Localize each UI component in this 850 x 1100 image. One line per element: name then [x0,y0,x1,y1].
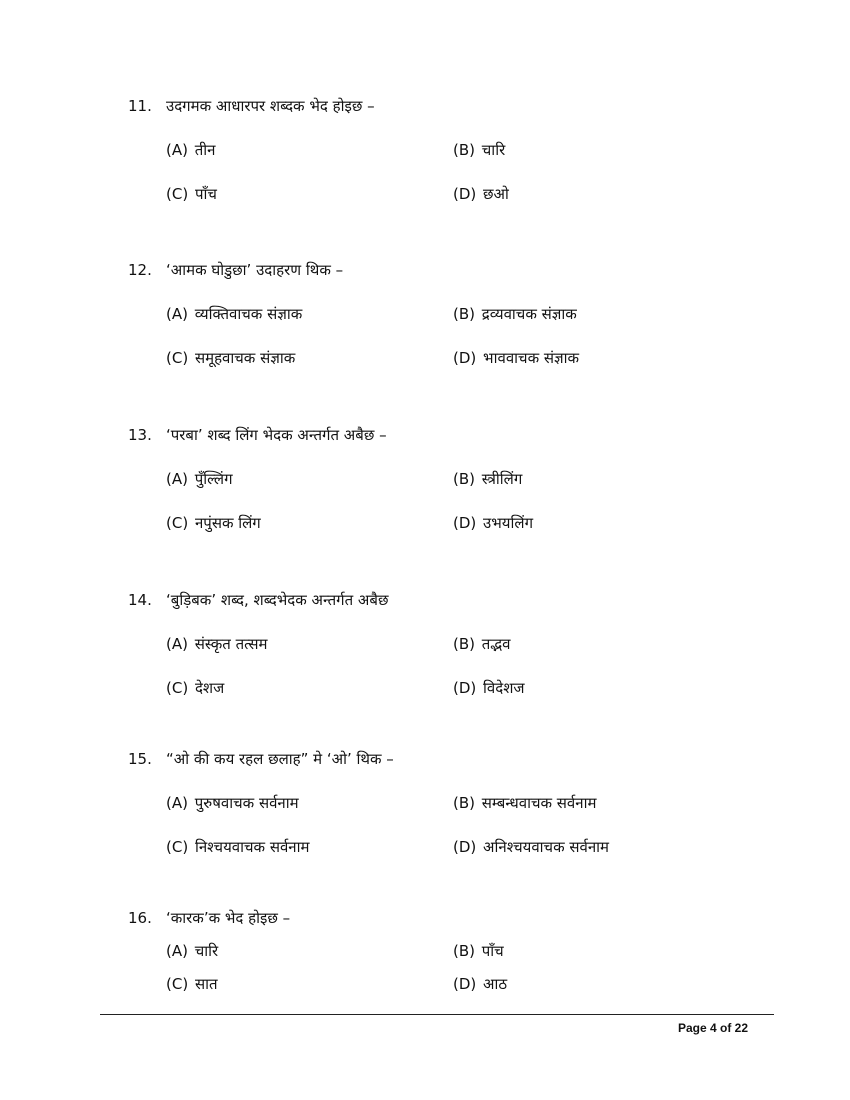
option-label: (B) [453,470,475,488]
option-a [166,467,233,491]
option-c [166,182,217,206]
question-text: ‘परबा’ शब्द लिंग भेदक अन्तर्गत अबैछ – [166,426,387,444]
option-text: भाववाचक संज्ञाक [483,349,580,367]
option-text: चारि [481,141,506,159]
option-label: (D) [453,349,477,367]
option-a [166,791,299,815]
option-label: (C) [166,349,189,367]
option-a [166,632,268,656]
option-d [453,972,507,996]
option-b [453,467,522,491]
option-text: संस्कृत तत्सम [194,635,268,653]
option-text: व्यक्तिवाचक संज्ञाक [194,305,303,323]
question-number: 11. [128,97,152,115]
option-b [453,939,504,963]
option-text: निश्चयवाचक सर्वनाम [194,838,310,856]
option-text: द्रव्यवाचक संज्ञाक [481,305,577,323]
option-c [166,676,224,700]
option-text: तीन [194,141,216,159]
option-b [453,791,596,815]
option-label: (A) [166,794,188,812]
option-label: (A) [166,305,188,323]
option-c [166,511,261,535]
option-text: छओ [483,185,509,203]
option-d [453,676,525,700]
option-label: (D) [453,514,477,532]
option-text: पुरुषवाचक सर्वनाम [194,794,299,812]
option-a [166,939,218,963]
option-text: चारि [194,942,219,960]
question-text: ‘आमक घोडुछा’ उदाहरण थिक – [166,261,344,279]
option-label: (D) [453,679,477,697]
option-c [166,835,309,859]
option-label: (B) [453,942,475,960]
question-number: 13. [128,426,152,444]
option-label: (B) [453,141,475,159]
option-text: अनिश्चयवाचक सर्वनाम [483,838,610,856]
question-text: ‘कारक’क भेद होइछ – [166,909,291,927]
option-a [166,138,216,162]
question-number: 16. [128,909,152,927]
option-a [166,302,302,326]
option-b [453,302,577,326]
option-text: नपुंसक लिंग [194,514,261,532]
option-text: पाँच [481,942,504,960]
option-text: विदेशज [483,679,525,697]
question-text: “ओ की कय रहल छलाह” मे ‘ओ’ थिक – [166,750,394,768]
option-c [166,346,295,370]
question-text: उदगमक आधारपर शब्दक भेद होइछ – [166,97,375,115]
option-label: (B) [453,635,475,653]
question-number: 14. [128,591,152,609]
option-text: तद्भव [481,635,511,653]
option-d [453,835,609,859]
option-label: (A) [166,942,188,960]
option-text: सात [194,975,218,993]
option-text: आठ [483,975,508,993]
option-b [453,138,505,162]
option-text: सम्बन्धवाचक सर्वनाम [481,794,597,812]
option-d [453,182,509,206]
option-label: (B) [453,794,475,812]
option-label: (C) [166,838,189,856]
option-d [453,346,579,370]
option-label: (B) [453,305,475,323]
option-text: स्त्रीलिंग [481,470,523,488]
option-label: (C) [166,185,189,203]
option-label: (D) [453,975,477,993]
option-label: (D) [453,185,477,203]
option-label: (A) [166,141,188,159]
option-b [453,632,511,656]
question-text: ‘बुड़िबक’ शब्द, शब्दभेदक अन्तर्गत अबैछ [166,591,389,609]
option-c [166,972,218,996]
option-label: (A) [166,470,188,488]
option-d [453,511,533,535]
option-label: (C) [166,679,189,697]
question-number: 12. [128,261,152,279]
option-label: (C) [166,975,189,993]
option-text: उभयलिंग [483,514,534,532]
option-text: देशज [194,679,225,697]
option-label: (C) [166,514,189,532]
option-label: (D) [453,838,477,856]
question-number: 15. [128,750,152,768]
option-text: पुँल्लिंग [194,470,233,488]
option-text: पाँच [194,185,217,203]
page-number: Page 4 of 22 [677,1021,748,1035]
option-label: (A) [166,635,188,653]
option-text: समूहवाचक संज्ञाक [194,349,296,367]
footer-divider [100,1014,774,1015]
